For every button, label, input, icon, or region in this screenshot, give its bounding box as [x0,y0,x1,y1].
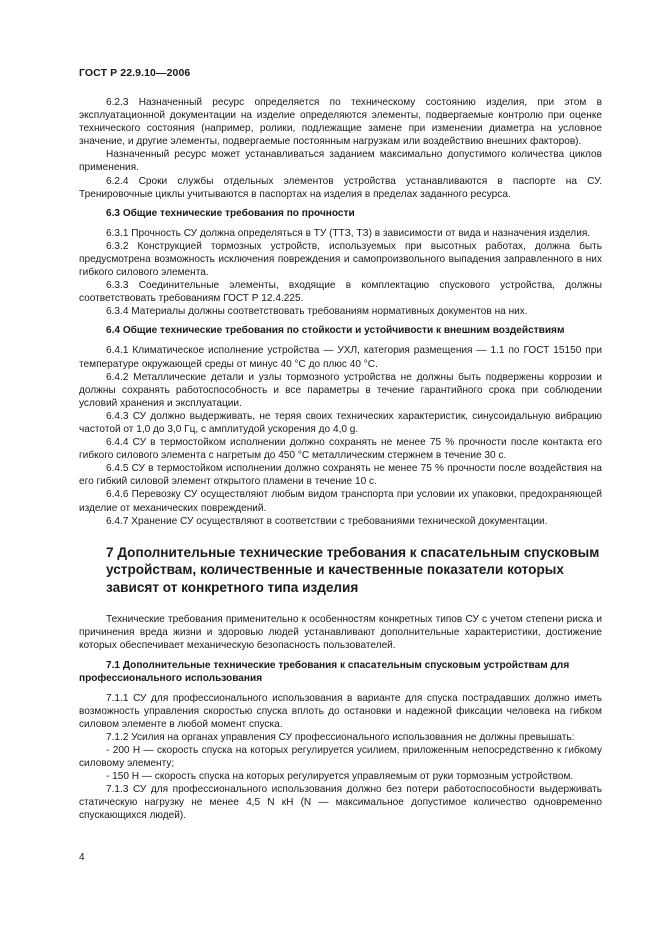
paragraph-6-4-4: 6.4.4 СУ в термостойком исполнении должно сохранять не менее 75 % прочности после контакта его гибкого силового элемента с нагретым до 450 °С металлическим стержнем в течение 30 с. [79,437,602,462]
list-item-200n: - 200 Н — скорость спуска на которых регулируется усилием, приложенным непосредственно к гибкому силовому элементу; [79,744,602,769]
paragraph-7-1-2: 7.1.2 Усилия на органах управления СУ профессионального использования не должны превышать: [106,731,575,743]
paragraph-6-4-5: 6.4.5 СУ в термостойком исполнении должно сохранять не менее 75 % прочности после воздействия на его гибкий силовой элемент открытого пламени в течение 10 с. [79,463,602,488]
paragraph-6-3-2: 6.3.2 Конструкцией тормозных устройств, используемых при высотных работах, должна быть предусмотрена возможность исключения повреждения и самопроизвольного выпадения заправленного в них гибкого силового элемента. [79,240,602,279]
document-number-header: ГОСТ Р 22.9.10—2006 [79,67,191,79]
document-body [79,96,602,822]
paragraph-6-2-3: 6.2.3 Назначенный ресурс определяется по техническому состоянию изделия, при этом в эксплуатационной документации на изделие определяются элементы, подвергаемые контролю при оценке технического состояния (например, ролики, подлежащие замене при изменении диаметра на условное значение, и другие элементы, подвергаемые постоянным нагрузкам или воздействию внешних факторов). [79,97,602,148]
paragraph-6-4-7: 6.4.7 Хранение СУ осуществляют в соответствии с требованиями технической документации. [106,515,548,527]
section-heading-6-3: 6.3 Общие технические требования по прочности [106,207,355,219]
paragraph-7-1-1: 7.1.1 СУ для профессионального использования в варианте для спуска пострадавших должно иметь возможность управления скоростью спуска вплоть до остановки и надежной фиксации человека на гибком силовом элементе в любой момент спуска. [79,692,602,730]
paragraph-6-4-2: 6.4.2 Металлические детали и узлы тормозного устройства не должны быть подвержены коррозии и должны сохранять работоспособность и все параметры в течение гарантийного срока при соблюдении условий хранения и эксплуатации. [79,371,602,409]
paragraph-6-2-4: 6.2.4 Сроки службы отдельных элементов устройства устанавливаются в паспорте на СУ. Тренировочные циклы учитываются в паспортах на изделия в пределах заданного ресурса. [79,175,602,200]
chapter-heading-7: 7 Дополнительные технические требования к спасательным спусковым устройствам, количественные и качественные показатели которых зависят от конкретного типа изделия [106,544,600,595]
paragraph-6-3-4: 6.3.4 Материалы должны соответствовать требованиям нормативных документов на них. [106,306,528,318]
paragraph-6-3-1: 6.3.1 Прочность СУ должна определяться в ТУ (ТТЗ, ТЗ) в зависимости от вида и назначения изделия. [106,227,591,239]
paragraph-6-4-6: 6.4.6 Перевозку СУ осуществляют любым видом транспорта при условии их упаковки, предохраняющей изделие от механических повреждений. [79,489,602,514]
page-number: 4 [79,852,85,863]
section-heading-6-4: 6.4 Общие технические требования по стойкости и устойчивости к внешним воздействиям [106,325,565,337]
paragraph-assigned-resource: Назначенный ресурс может устанавливаться заданием максимально допустимого количества циклов применения. [79,149,602,174]
list-item-150n: - 150 Н — скорость спуска на которых регулируется управляемым от руки тормозным устройством. [106,771,574,783]
paragraph-6-4-3: 6.4.3 СУ должно выдерживать, не теряя своих технических характеристик, синусоидальную вибрацию частотой от 1,0 до 3,0 Гц, с амплитудой ускорения до 4,0 g. [79,410,602,435]
paragraph-7-intro: Технические требования применительно к особенностям конкретных типов СУ с учетом степени риска и причинения вреда жизни и здоровью людей устанавливают дополнительные характеристики, достижение которых обеспечивает механическую безопасность пользователей. [79,614,602,652]
section-heading-7-1: 7.1 Дополнительные технические требования к спасательным спусковым устройствам для профессионального использования [79,659,570,684]
paragraph-6-3-3: 6.3.3 Соединительные элементы, входящие в комплектацию спускового устройства, должны соответствовать требованиям ГОСТ Р 12.4.225. [79,280,602,305]
paragraph-6-4-1: 6.4.1 Климатическое исполнение устройства — УХЛ, категория размещения — 1.1 по ГОСТ 15150 при температуре окружающей среды от минус 40 °С до плюс 40 °С. [79,345,602,370]
paragraph-7-1-3: 7.1.3 СУ для профессионального использования должно без потери работоспособности выдерживать статическую нагрузку не менее 4,5 N кН (N — максимальное допустимое количество одновременно спускающихся людей). [79,784,602,822]
